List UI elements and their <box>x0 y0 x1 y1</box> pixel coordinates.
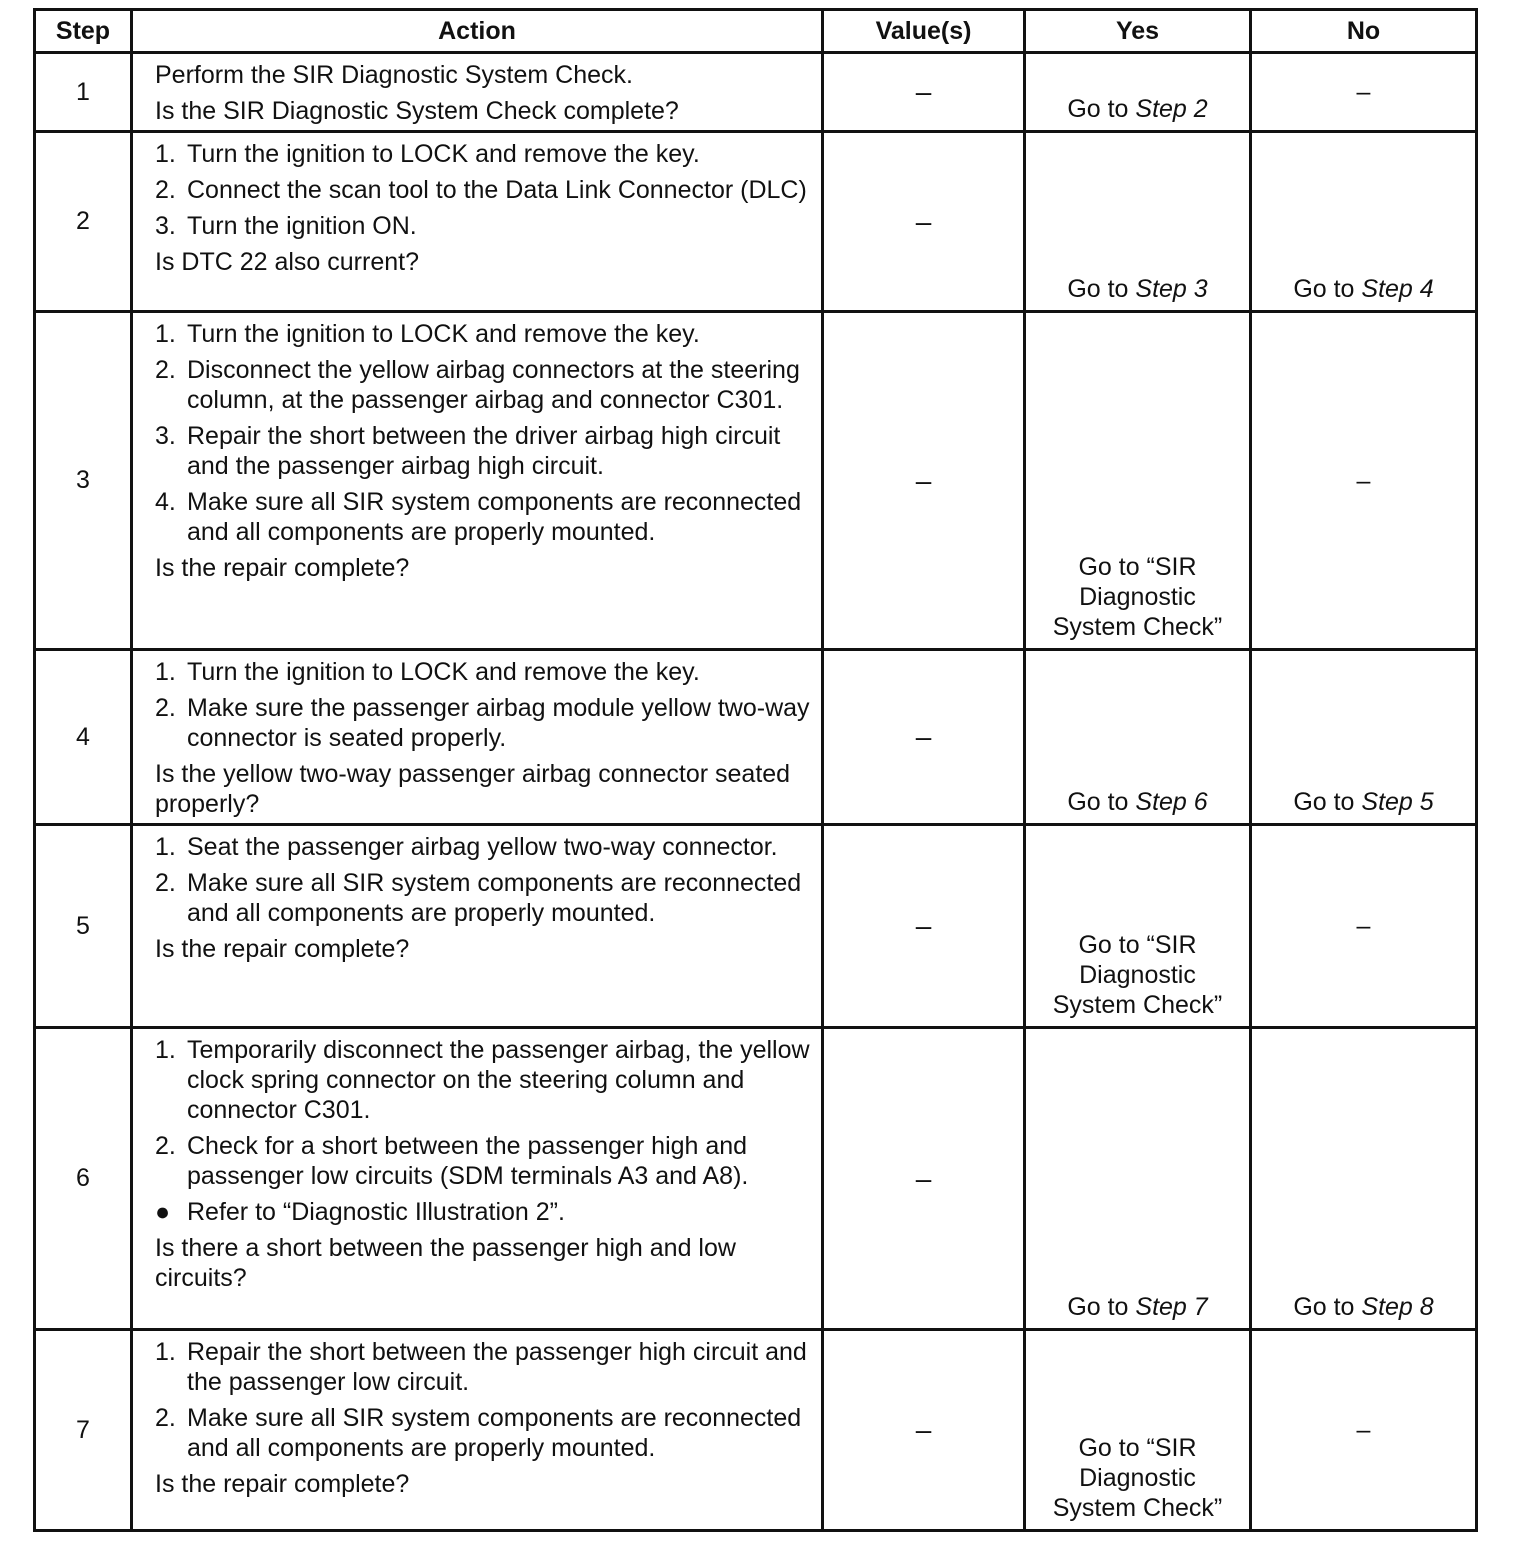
action-item-text: Disconnect the yellow airbag connectors at the steering column, at the passenger airbag and connector C301. <box>187 356 800 414</box>
step-number: 3 <box>35 312 132 650</box>
action-item-number: 1. <box>155 658 176 686</box>
yes-target: Go to “SIR Diagnostic System Check” <box>1052 931 1223 1019</box>
header-action: Action <box>132 10 823 53</box>
yes-cell <box>1025 53 1251 132</box>
no-dash: – <box>1356 912 1371 940</box>
header-step: Step <box>35 10 132 53</box>
action-item <box>155 421 813 481</box>
action-item-text: Turn the ignition to LOCK and remove the key. <box>187 140 700 168</box>
no-prefix: Go to <box>1293 788 1362 816</box>
action-item-number: 4. <box>155 488 176 516</box>
yes-prefix: Go to <box>1067 1293 1136 1321</box>
step-row <box>35 53 1477 132</box>
action-item <box>155 487 813 547</box>
value-cell: – <box>823 825 1025 1028</box>
yes-prefix: Go to <box>1067 275 1136 303</box>
action-item-number: 1. <box>155 1338 176 1366</box>
yes-cell <box>1025 1028 1251 1330</box>
action-item <box>155 1403 813 1463</box>
action-question: Is the SIR Diagnostic System Check complete? <box>155 97 679 125</box>
value-cell: – <box>823 650 1025 825</box>
action-item <box>155 1337 813 1397</box>
no-cell <box>1251 1028 1477 1330</box>
step-row <box>35 1028 1477 1330</box>
action-item <box>155 657 813 687</box>
no-cell <box>1251 132 1477 312</box>
action-question: Is the repair complete? <box>155 1470 410 1498</box>
action-item-text: Turn the ignition ON. <box>187 212 417 240</box>
yes-step-link: Step 7 <box>1135 1293 1208 1321</box>
step-row <box>35 132 1477 312</box>
action-cell <box>132 825 823 1028</box>
yes-cell <box>1025 825 1251 1028</box>
step-row <box>35 825 1477 1028</box>
action-item-text: Make sure the passenger airbag module yellow two-way connector is seated properly. <box>187 694 810 752</box>
no-cell <box>1251 650 1477 825</box>
step-row <box>35 650 1477 825</box>
action-item <box>155 175 813 205</box>
header-row <box>35 10 1477 53</box>
no-step-link: Step 4 <box>1361 275 1434 303</box>
action-question: Is there a short between the passenger high and low circuits? <box>155 1234 736 1292</box>
step-number: 5 <box>35 825 132 1028</box>
action-item <box>155 693 813 753</box>
action-cell <box>132 53 823 132</box>
action-line: Perform the SIR Diagnostic System Check. <box>155 61 633 89</box>
action-item-text: Make sure all SIR system components are reconnected and all components are properly mounted. <box>187 869 802 927</box>
action-item-number: 3. <box>155 212 176 240</box>
action-item-text: Temporarily disconnect the passenger airbag, the yellow clock spring connector on the steering column and connector C301. <box>187 1036 810 1124</box>
yes-cell <box>1025 650 1251 825</box>
action-cell <box>132 650 823 825</box>
action-cell <box>132 1028 823 1330</box>
yes-cell <box>1025 312 1251 650</box>
action-item <box>155 1197 813 1227</box>
value-cell: – <box>823 132 1025 312</box>
action-item-text: Repair the short between the driver airbag high circuit and the passenger airbag high circuit. <box>187 422 781 480</box>
action-item-number: 3. <box>155 422 176 450</box>
step-number: 6 <box>35 1028 132 1330</box>
step-number: 2 <box>35 132 132 312</box>
action-item-number: 2. <box>155 356 176 384</box>
action-item-text: Make sure all SIR system components are reconnected and all components are properly mounted. <box>187 488 802 546</box>
action-item-number: ● <box>155 1198 171 1226</box>
header-yes: Yes <box>1025 10 1251 53</box>
action-item-number: 2. <box>155 694 176 722</box>
action-item <box>155 1035 813 1125</box>
action-item-number: 2. <box>155 1404 176 1432</box>
action-item-number: 2. <box>155 1132 176 1160</box>
action-item-text: Refer to “Diagnostic Illustration 2”. <box>187 1198 565 1226</box>
value-cell: – <box>823 53 1025 132</box>
no-prefix: Go to <box>1293 275 1362 303</box>
action-cell <box>132 132 823 312</box>
no-cell <box>1251 825 1477 1028</box>
action-item-text: Turn the ignition to LOCK and remove the key. <box>187 320 700 348</box>
no-cell <box>1251 1330 1477 1531</box>
header-values: Value(s) <box>823 10 1025 53</box>
no-cell <box>1251 312 1477 650</box>
action-item-text: Seat the passenger airbag yellow two-way connector. <box>187 833 778 861</box>
yes-step-link: Step 2 <box>1135 95 1208 123</box>
action-item-number: 1. <box>155 833 176 861</box>
action-item <box>155 139 813 169</box>
diagnostic-table <box>33 8 1478 1532</box>
header-no: No <box>1251 10 1477 53</box>
yes-target: Go to “SIR Diagnostic System Check” <box>1052 553 1223 641</box>
yes-target: Go to “SIR Diagnostic System Check” <box>1052 1434 1223 1522</box>
action-item <box>155 355 813 415</box>
action-question: Is the repair complete? <box>155 935 410 963</box>
action-item <box>155 1131 813 1191</box>
yes-prefix: Go to <box>1067 95 1136 123</box>
action-item <box>155 319 813 349</box>
no-step-link: Step 5 <box>1361 788 1434 816</box>
value-cell: – <box>823 312 1025 650</box>
yes-cell <box>1025 1330 1251 1531</box>
step-row <box>35 312 1477 650</box>
action-item-text: Connect the scan tool to the Data Link Connector (DLC) <box>187 176 807 204</box>
action-question: Is the yellow two-way passenger airbag connector seated properly? <box>155 760 791 818</box>
no-dash: – <box>1356 78 1371 106</box>
step-row <box>35 1330 1477 1531</box>
action-item-text: Check for a short between the passenger high and passenger low circuits (SDM terminals A3 and A8). <box>187 1132 749 1190</box>
yes-step-link: Step 6 <box>1135 788 1208 816</box>
action-item-number: 2. <box>155 176 176 204</box>
action-cell <box>132 312 823 650</box>
no-prefix: Go to <box>1293 1293 1362 1321</box>
action-item-text: Turn the ignition to LOCK and remove the key. <box>187 658 700 686</box>
yes-prefix: Go to <box>1067 788 1136 816</box>
step-number: 4 <box>35 650 132 825</box>
action-item-text: Repair the short between the passenger high circuit and the passenger low circuit. <box>187 1338 807 1396</box>
no-step-link: Step 8 <box>1361 1293 1434 1321</box>
value-cell: – <box>823 1330 1025 1531</box>
action-item <box>155 832 813 862</box>
yes-cell <box>1025 132 1251 312</box>
action-item-number: 1. <box>155 140 176 168</box>
action-cell <box>132 1330 823 1531</box>
action-item <box>155 211 813 241</box>
value-cell: – <box>823 1028 1025 1330</box>
action-item-number: 2. <box>155 869 176 897</box>
action-question: Is DTC 22 also current? <box>155 248 419 276</box>
no-dash: – <box>1356 1416 1371 1444</box>
action-question: Is the repair complete? <box>155 554 410 582</box>
yes-step-link: Step 3 <box>1135 275 1208 303</box>
action-item-number: 1. <box>155 320 176 348</box>
no-dash: – <box>1356 466 1371 495</box>
action-item <box>155 868 813 928</box>
step-number: 1 <box>35 53 132 132</box>
no-cell <box>1251 53 1477 132</box>
step-number: 7 <box>35 1330 132 1531</box>
action-item-number: 1. <box>155 1036 176 1064</box>
action-item-text: Make sure all SIR system components are reconnected and all components are properly mounted. <box>187 1404 802 1462</box>
